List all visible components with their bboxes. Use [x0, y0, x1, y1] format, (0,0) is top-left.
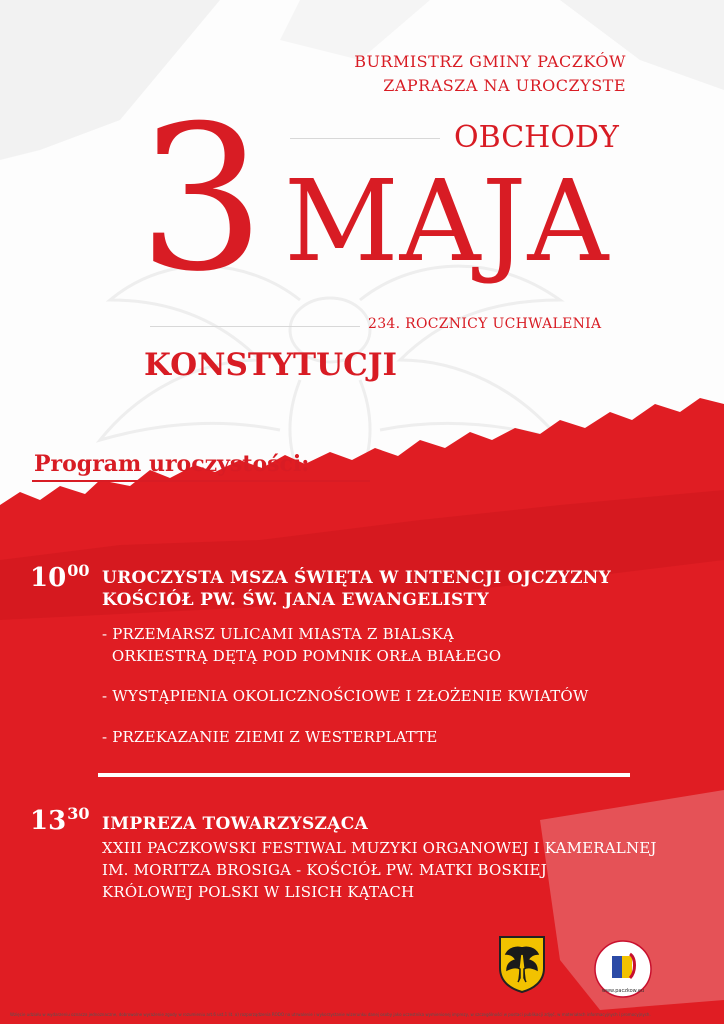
event1-minutes: 00: [67, 561, 90, 580]
event2-line-2: IM. MORITZA BROSIGA - KOŚCIÓŁ PW. MATKI BOSKIEJ: [102, 861, 547, 879]
title-maja: MAJA: [284, 157, 610, 287]
cultural-center-logo: [590, 938, 656, 1000]
title-number: 3: [138, 83, 266, 316]
event2-line-1: XXIII PACZKOWSKI FESTIWAL MUZYKI ORGANOWEJ I KAMERALNEJ: [102, 839, 657, 857]
event2-minutes: 30: [67, 804, 90, 823]
event1-item-1b: ORKIESTRĄ DĘTĄ POD POMNIK ORŁA BIAŁEGO: [102, 647, 502, 665]
footer-disclaimer: Wzięcie udziału w wydarzeniu oznacza jednoznaczne, dobrowolne wyrażenie zgody w rozumieniu art.6 ust.1 lit. a) rozporządzenia RODO na utrwalenie i wykorzystanie wizerunku danej osoby jako uczestnika wymienionej imprezy, w szczególności w postaci publikacji zdjęć, w materiałach informacyjnych i promocyjnych.: [10, 1012, 651, 1017]
header-line-1: BURMISTRZ GMINY PACZKÓW: [354, 52, 626, 71]
event1-item-1a: - PRZEMARSZ ULICAMI MIASTA Z BIALSKĄ: [102, 625, 455, 643]
header-line-2: ZAPRASZA NA UROCZYSTE: [383, 76, 626, 95]
cultural-center-url: www.paczkow.eu: [601, 988, 645, 994]
event1-item-3: - PRZEKAZANIE ZIEMI Z WESTERPLATTE: [102, 728, 438, 746]
program-heading: Program uroczystości:: [34, 451, 310, 477]
title-obchody: OBCHODY: [454, 120, 619, 155]
event2-time: [30, 806, 89, 836]
title-rocznica: 234. ROCZNICY UCHWALENIA: [368, 316, 602, 332]
event1-title: [102, 567, 611, 611]
section-divider: [98, 773, 630, 777]
event2-line-3: KRÓLOWEJ POLSKI W LISICH KĄTACH: [102, 883, 415, 901]
event1-title-line-2: KOŚCIÓŁ PW. ŚW. JANA EWANGELISTY: [102, 590, 489, 610]
event1-hour: 10: [30, 563, 67, 593]
header: [354, 50, 626, 98]
rule-top: [290, 138, 440, 139]
title-konstytucji: KONSTYTUCJI: [144, 347, 397, 383]
program-underline: [32, 480, 370, 482]
event2-hour: 13: [30, 806, 67, 836]
rule-bottom: [150, 326, 360, 327]
event2-title: IMPREZA TOWARZYSZĄCA: [102, 814, 369, 834]
event1-title-line-1: UROCZYSTA MSZA ŚWIĘTA W INTENCJI OJCZYZNY: [102, 568, 612, 588]
coat-of-arms-logo: [497, 934, 547, 994]
event1-item-2: - WYSTĄPIENIA OKOLICZNOŚCIOWE I ZŁOŻENIE KWIATÓW: [102, 687, 589, 705]
event1-time: [30, 563, 89, 593]
